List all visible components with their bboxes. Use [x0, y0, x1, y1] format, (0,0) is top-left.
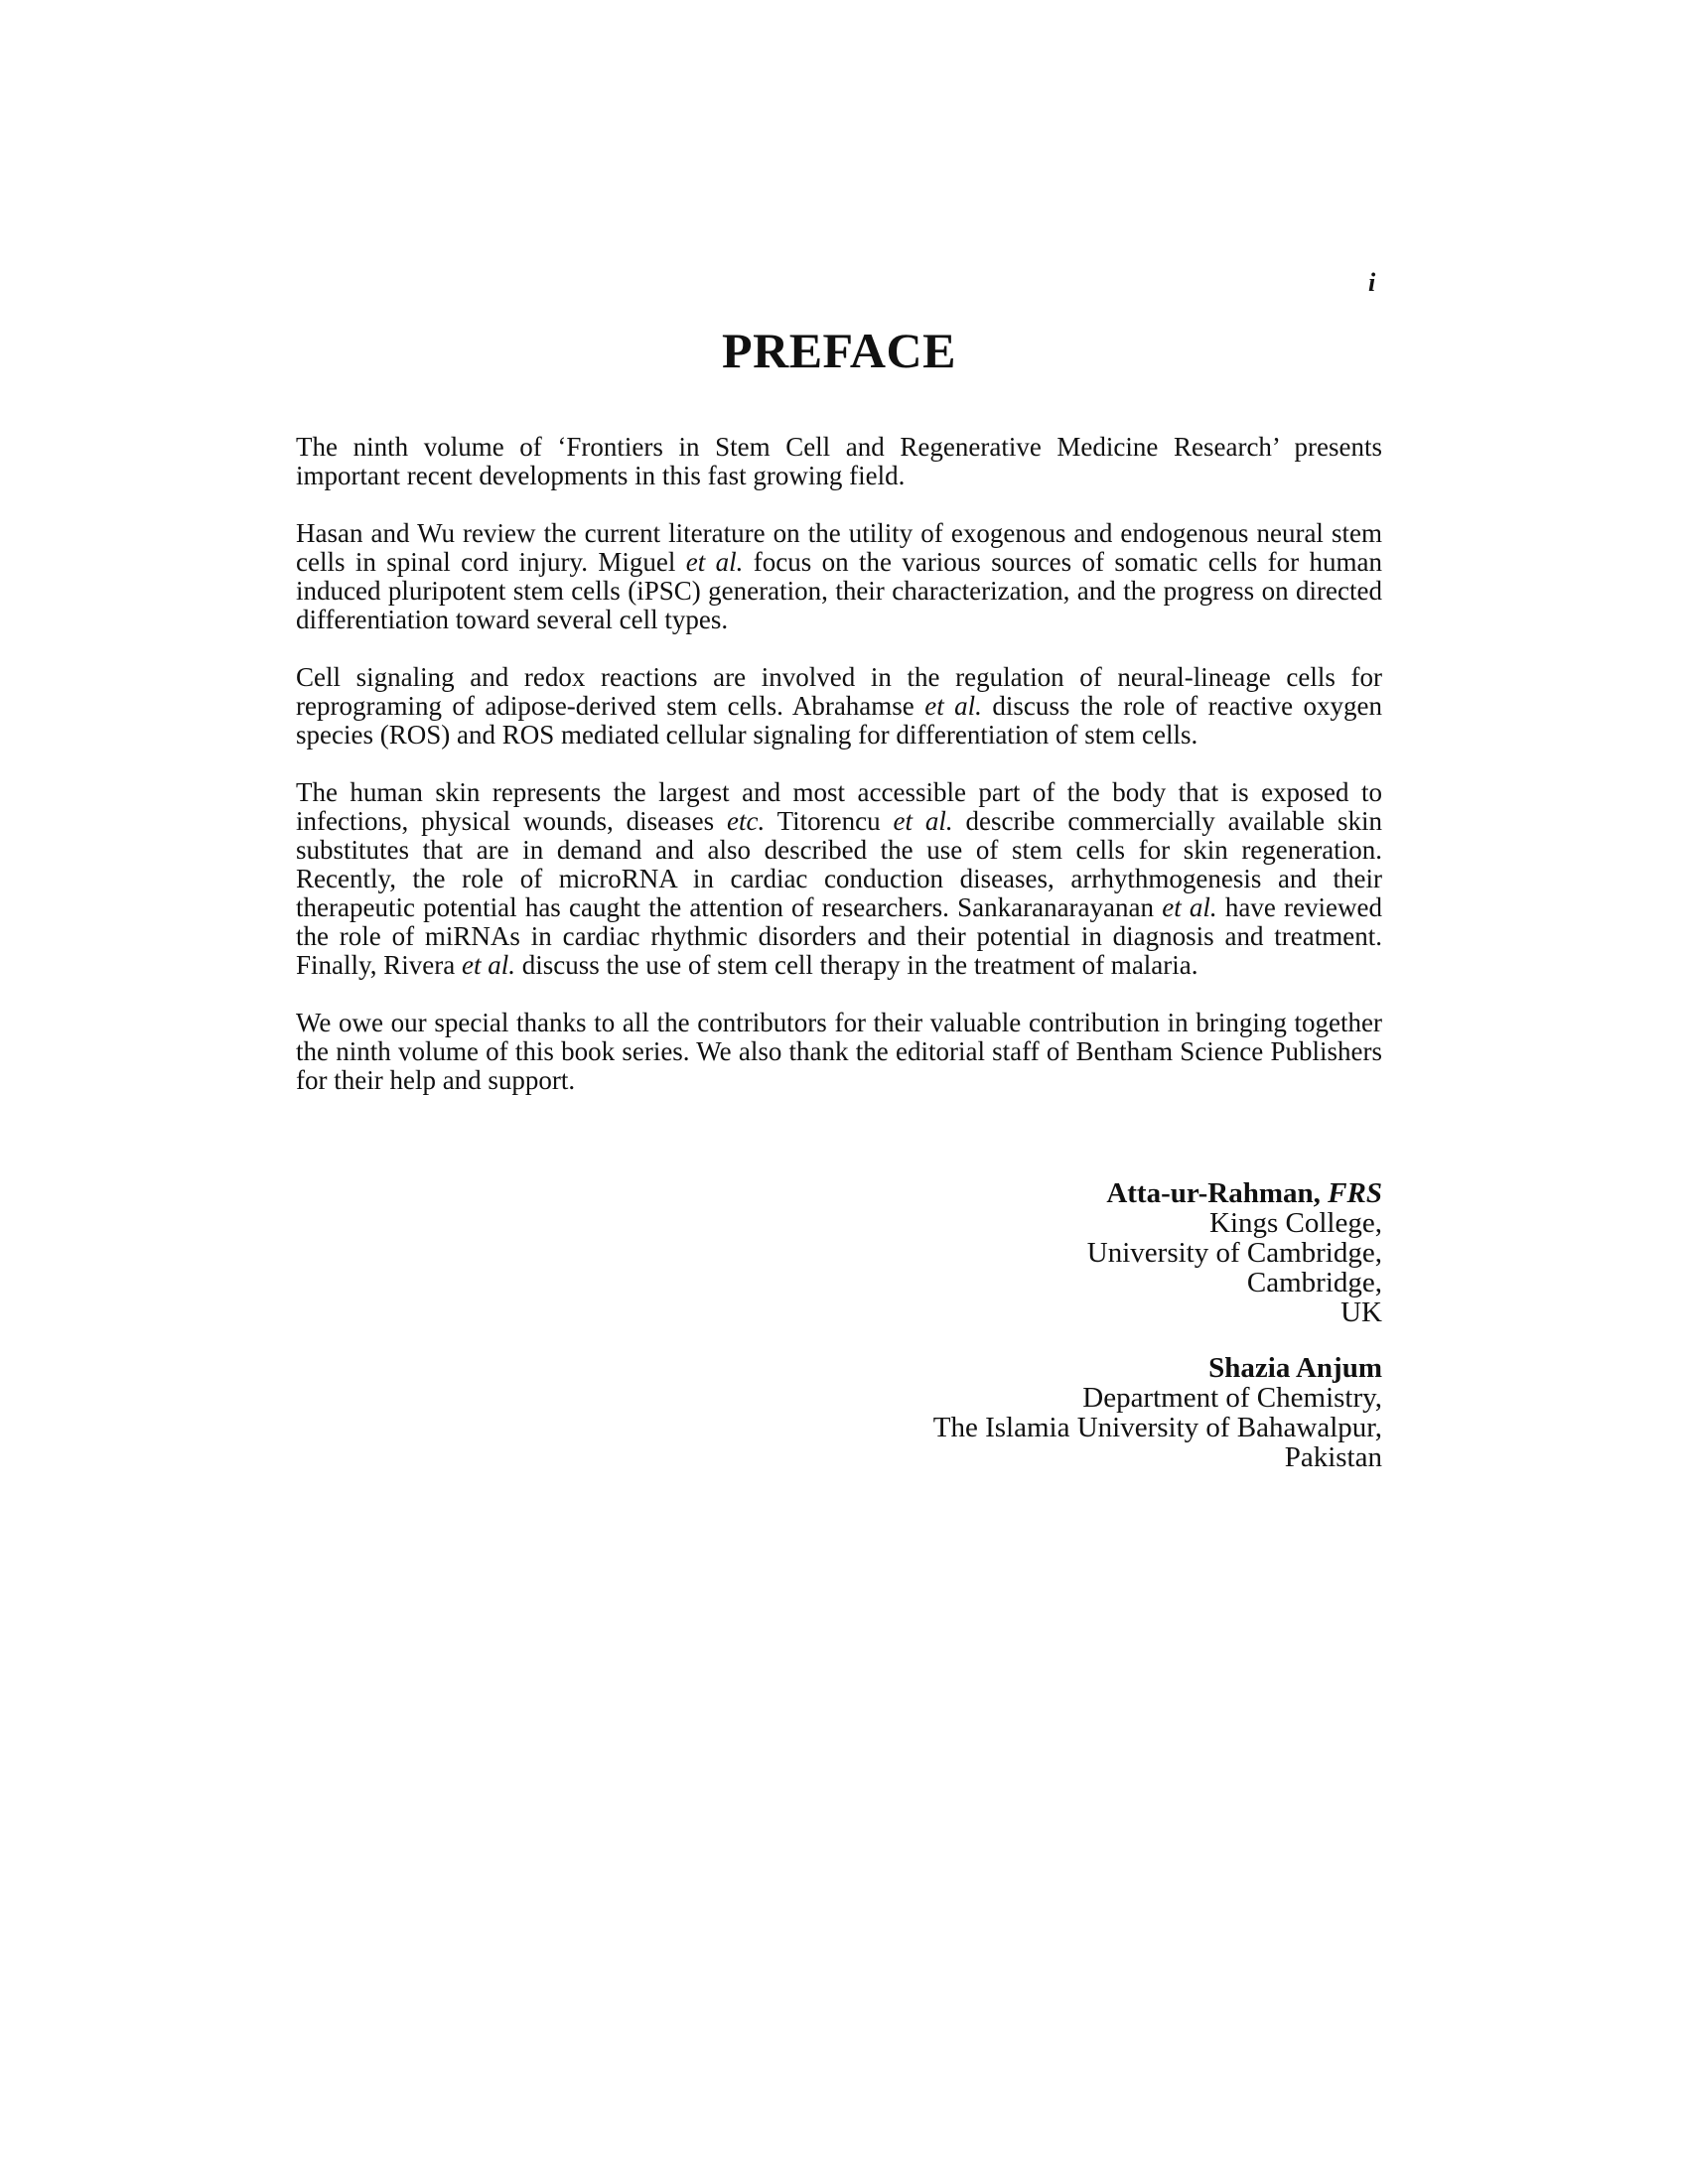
paragraph-text: discuss the role of reactive oxygen species (ROS) and ROS mediated cellular signaling for differentiation of stem cells. — [296, 691, 1383, 750]
affiliation-line: University of Cambridge, — [1086, 1237, 1382, 1269]
paragraph — [296, 433, 1382, 490]
affiliation-line: Kings College, — [1209, 1207, 1382, 1239]
page-title: PREFACE — [722, 323, 956, 378]
paragraph-text: We owe our special thanks to all the contributors for their valuable contribution in bringing together the ninth volume of this book series. We also thank the editorial staff of Bentham Science Publishers for their help and support. — [296, 1008, 1382, 1095]
affiliation-line: Department of Chemistry, — [1082, 1382, 1382, 1414]
signatory-name-text: Shazia Anjum — [1208, 1352, 1382, 1384]
signature-block — [933, 1353, 1382, 1472]
affiliation-line: The Islamia University of Bahawalpur, — [932, 1412, 1382, 1443]
italic-text: et al. — [685, 547, 744, 577]
affiliation-line: UK — [1340, 1297, 1382, 1328]
signatory-name — [933, 1353, 1382, 1383]
affiliation-line: Cambridge, — [1246, 1267, 1382, 1298]
paragraph-text: discuss the use of stem cell therapy in the treatment of malaria. — [514, 950, 1198, 980]
page-number: i — [1368, 268, 1376, 297]
italic-text: et al. — [924, 691, 982, 721]
paragraph-text: Titorencu — [765, 806, 894, 836]
italic-text: et al. — [1162, 892, 1217, 922]
affiliation-line: Pakistan — [1284, 1441, 1382, 1473]
signature-block — [1087, 1178, 1382, 1327]
italic-text: et al. — [461, 950, 515, 980]
paragraph-text: describe commercially available skin substitutes that are in demand and also described the use of stem cells for skin regeneration. Recently, the role of microRNA in cardiac conduction diseases, arrhythmogenesis and their therapeutic potential has caught the attention of researchers. Sankaranarayanan — [296, 806, 1382, 922]
paragraph-text: Hasan and Wu review the current literature on the utility of exogenous and endogenous neural stem cells in spinal cord injury. Miguel — [296, 518, 1382, 577]
preface-body — [296, 433, 1382, 1095]
paragraph-text: have reviewed the role of miRNAs in cardiac rhythmic disorders and their potential in diagnosis and treatment. Finally, Rivera — [296, 892, 1382, 980]
paragraph — [296, 1009, 1382, 1095]
signatory-name-text: Atta-ur-Rahman, — [1106, 1177, 1321, 1209]
paragraph — [296, 519, 1382, 634]
signatory-honor: FRS — [1328, 1177, 1382, 1209]
paragraph-text: The ninth volume of ‘Frontiers in Stem Cell and Regenerative Medicine Research’ presents important recent developments in this fast growing field. — [296, 432, 1382, 490]
italic-text: etc. — [726, 806, 766, 836]
paragraph-text: focus on the various sources of somatic cells for human induced pluripotent stem cells (iPSC) generation, their characterization, and the progress on directed differentiation toward several cell types. — [296, 547, 1382, 634]
paragraph — [296, 663, 1382, 750]
paragraph — [296, 778, 1382, 980]
italic-text: et al. — [893, 806, 953, 836]
paragraph-text: Cell signaling and redox reactions are involved in the regulation of neural-lineage cells for reprograming of adipose-derived stem cells. Abrahamse — [296, 662, 1382, 721]
paragraph-text: The human skin represents the largest and most accessible part of the body that is exposed to infections, physical wounds, diseases — [296, 777, 1382, 836]
signatory-name — [1087, 1178, 1382, 1208]
